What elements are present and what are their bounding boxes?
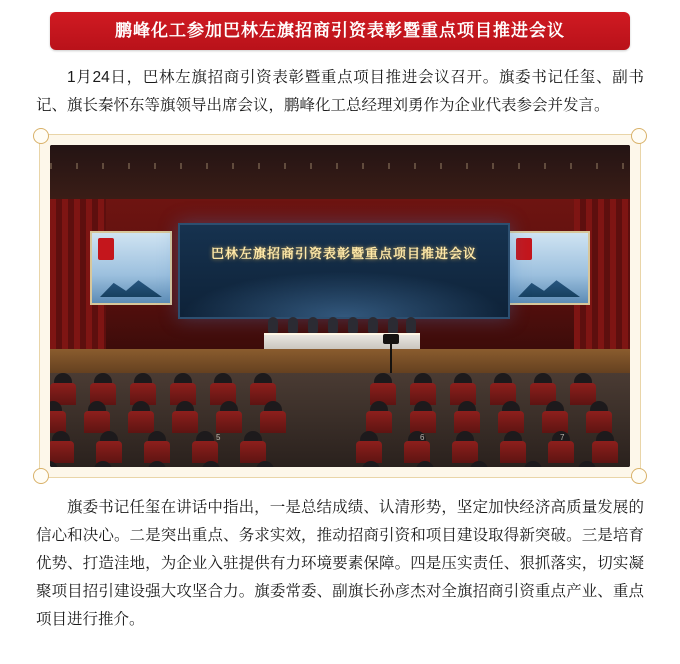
article-page [0,12,680,664]
frame-corner-top-left [33,128,49,144]
frame-corner-bottom-right [631,468,647,484]
frame-corner-bottom-left [33,468,49,484]
audience-row [50,437,630,463]
audience-area [50,373,630,467]
article-title-banner [50,12,630,50]
hall-ceiling [50,145,630,199]
camera-tripod [390,341,392,375]
audience-row [50,407,630,433]
article-paragraph-1: 1月24日，巴林左旗招商引资表彰暨重点项目推进会议召开。旗委书记任玺、副书记、旗长秦怀东等旗领导出席会议，鹏峰化工总经理刘勇作为企业代表参会并发言。 [36,69,644,114]
conference-hall-photo [50,145,630,467]
side-display-left [90,231,172,305]
seat-number-label: 5 [216,433,221,442]
page-title: 鹏峰化工参加巴林左旗招商引资表彰暨重点项目推进会议 [115,21,565,40]
photo-frame [39,134,641,478]
seat-number-label: 6 [420,433,425,442]
stage-banner-text: 巴林左旗招商引资表彰暨重点项目推进会议 [210,246,477,261]
article-paragraph-2: 旗委书记任玺在讲话中指出，一是总结成绩、认清形势，坚定加快经济高质量发展的信心和决心。二是突出重点、务求实效，推动招商引资和项目建设取得新突破。三是培育优势、打造洼地，为企业入驻提供有力环境要素保障。四是压实责任、狠抓落实，切实凝聚项目招引建设强大攻坚合力。旗委常委、副旗长孙彦杰对全旗招商引资重点产业、重点项目进行推介。 [36,499,644,628]
seat-number-label: 7 [560,433,565,442]
frame-corner-top-right [631,128,647,144]
article-content [22,12,658,664]
stage-led-screen [178,223,510,319]
side-display-right [508,231,590,305]
